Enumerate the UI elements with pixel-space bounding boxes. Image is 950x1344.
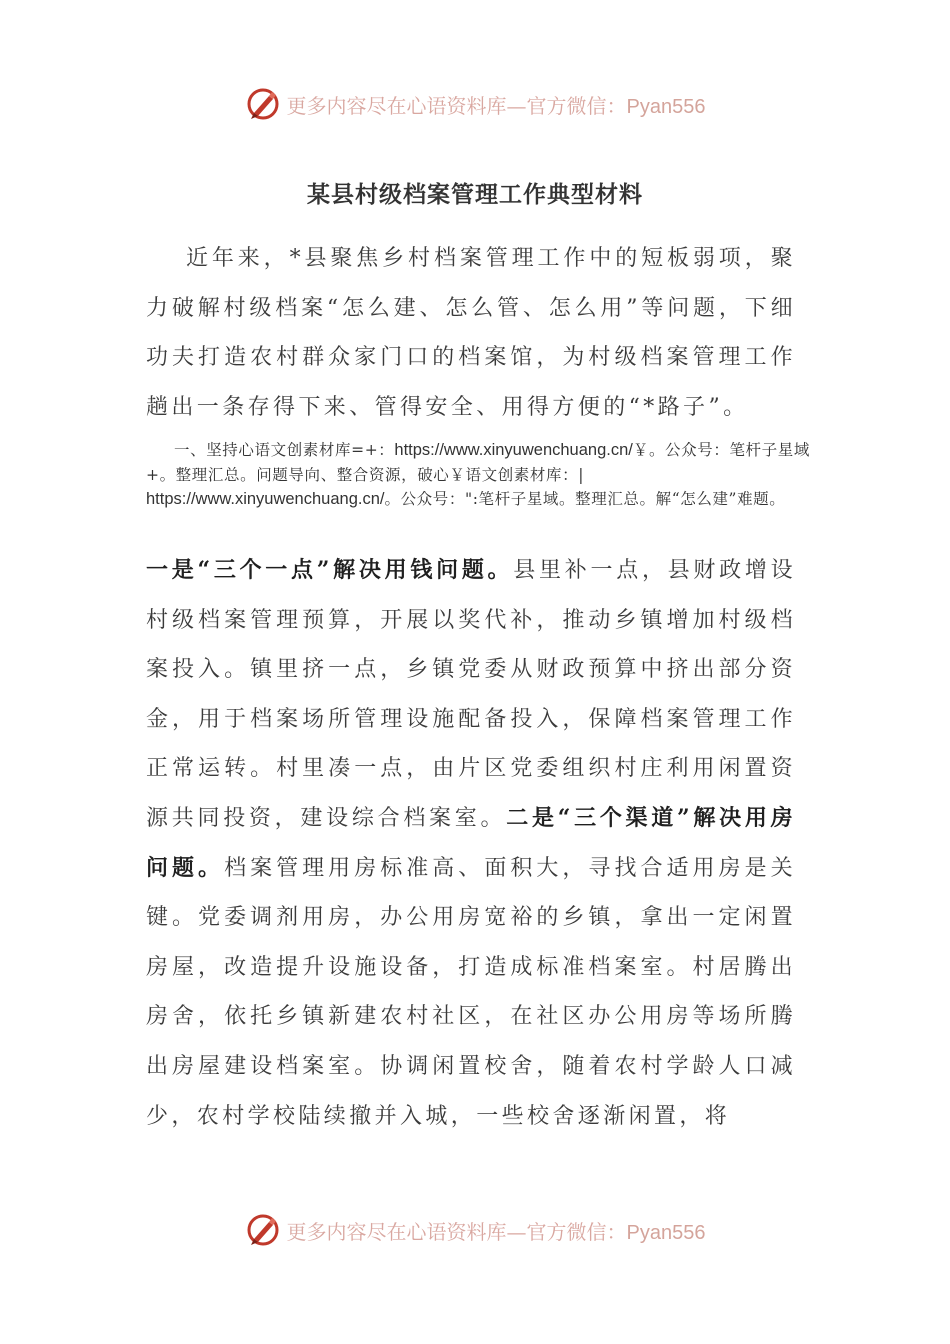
url-link-2: https://www.xinyuwenchuang.cn/ [146,490,385,508]
watermark-text: 更多内容尽在心语资料库—官方微信：Pyan556 [286,93,706,118]
header-watermark [0,82,950,126]
point-two-heading: 二是“三个渠道”解决用房问题。 [146,804,797,881]
body-paragraph [146,546,796,1141]
document-title: 某县村级档案管理工作典型材料 [307,181,643,208]
wechat-id: Pyan556 [626,95,706,118]
section-heading-1 [146,438,814,512]
footer-watermark [0,1208,950,1252]
intro-paragraph [146,234,796,432]
point-one-heading: 一是“三个一点”解决用钱问题。 [146,557,514,583]
heading-text-a: 一、坚持心语文创素材库=+： [174,441,395,459]
url-link-1: https://www.xinyuwenchuang.cn/ [394,441,633,459]
watermark-text: 更多内容尽在心语资料库—官方微信：Pyan556 [286,1219,706,1244]
intro-text: 近年来，*县聚焦乡村档案管理工作中的短板弱项，聚力破解村级档案“怎么建、怎么管、怎么用”等问题，下细功夫打造农村群众家门口的档案馆，为村级档案管理工作趟出一条存得下来、管得安全、用得方便的“*路子”。 [146,246,796,420]
pen-logo-icon [245,1212,281,1248]
point-one-text: 县里补一点，县财政增设村级档案管理预算，开展以奖代补，推动乡镇增加村级档案投入。镇里挤一点，乡镇党委从财政预算中挤出部分资金，用于档案场所管理设施配备投入，保障档案管理工作正常运转。村里凑一点，由片区党委组织村庄利用闲置资源共同投资，建设综合档案室。 [146,558,796,831]
heading-text-b: ￥。公众号：笔杆子星域+。整理汇总。问题导向、整合资源，破心￥语文创素材库：| [146,441,810,484]
pen-logo-icon [245,86,281,122]
point-two-text: 档案管理用房标准高、面积大，寻找合适用房是关键。党委调剂用房，办公用房宽裕的乡镇，拿出一定闲置房屋，改造提升设施设备，打造成标准档案室。村居腾出房舍，依托乡镇新建农村社区，在社区办公用房等场所腾出房屋建设档案室。协调闲置校舍，随着农村学龄人口减少，农村学校陆续撤并入城，一些校舍逐渐闲置，将 [146,855,796,1129]
wechat-id: Pyan556 [626,1221,706,1244]
heading-text-c: 。公众号：":笔杆子星域。整理汇总。解“怎么建”难题。 [384,490,786,508]
